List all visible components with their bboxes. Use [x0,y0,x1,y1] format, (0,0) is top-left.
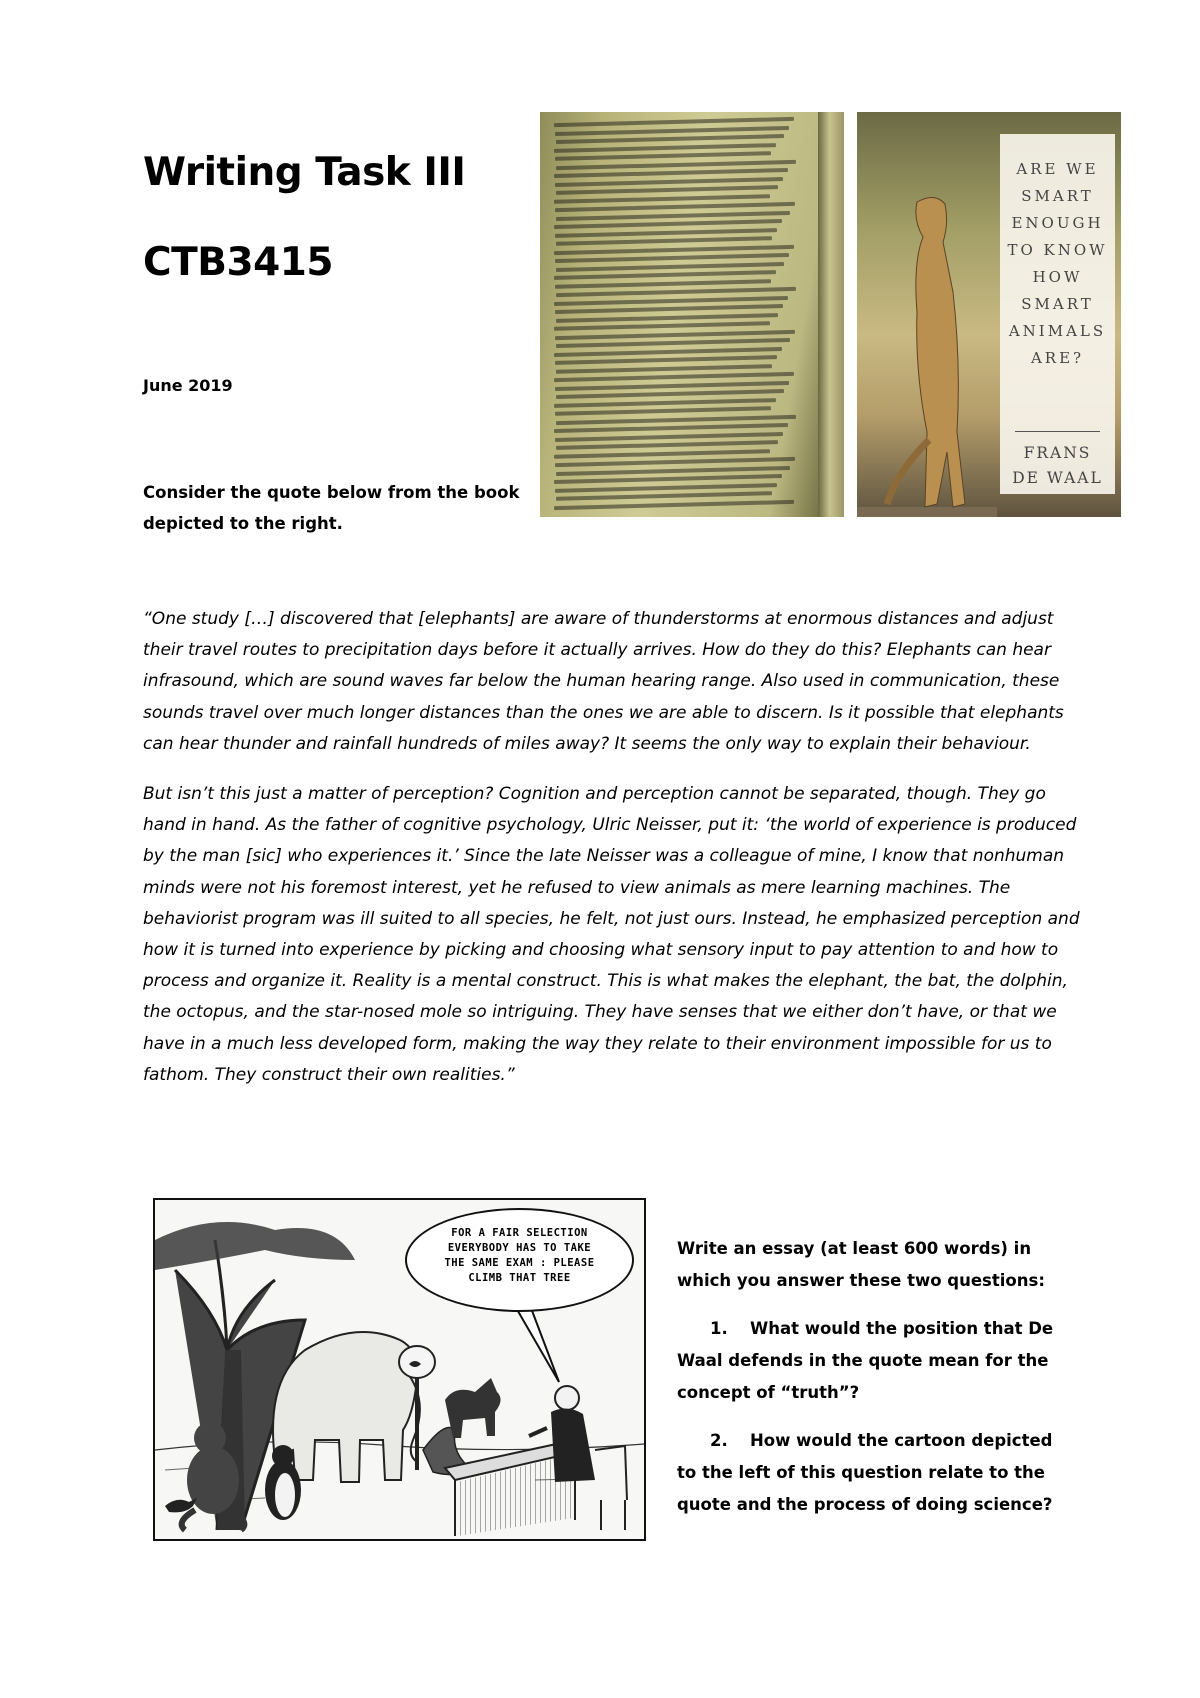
book-text-line [554,499,794,509]
speech-line: THE SAME EXAM : PLEASE [444,1257,595,1269]
speech-bubble [405,1208,634,1312]
book-text-line [554,270,776,280]
quote-paragraph: “One study […] discovered that [elephants] are aware of thunderstorms at enormous distances and adjust their travel routes to precipitation days before it actually arrives. How do they do this? Elephants can hear infrasound, which are sound waves far below the human hearing range. Also used in communication, these sounds travel over much longer distances than the ones we are able to discern. Is it possible that elephants can hear thunder and rainfall hundreds of miles away? It seems the only way to explain their behaviour. [143,609,1064,754]
cover-title-line: ANIMALS [1008,322,1107,340]
date-label: June 2019 [143,376,233,395]
cartoon-image [153,1198,646,1541]
cover-author-line: FRANS [1023,444,1092,462]
cover-title-line: TO KNOW [1007,241,1108,259]
book-text-line [556,236,772,246]
question-text: What would the position that De Waal defends in the quote mean for the concept of “truth”? [677,1319,1054,1402]
book-gutter [818,112,844,517]
quote-paragraph: But isn’t this just a matter of perception? Cognition and perception cannot be separated, though. They go hand in hand. As the father of cognitive psychology, Ulric Neisser, put it: ‘the world of experience is produced by the man [sic] who experiences it.’ Since the late Neisser was a colleague of mine, I know that nonhuman minds were not his foremost interest, yet he refused to view animals as mere learning machines. The behaviorist program was ill suited to all species, he felt, not just ours. Instead, he emphasized perception and how it is turned into experience by picking and choosing what sensory input to pay attention to and how to process and organize it. Reality is a mental construct. This is what makes the elephant, the bat, the dolphin, the octopus, and the star-nosed mole so intriguing. They have senses that we either don’t have, or that we have in a much less developed form, making the way they relate to their environment impossible for us to fathom. They construct their own realities.” [143,784,1080,1085]
speech-line: FOR A FAIR SELECTION [451,1227,588,1239]
cover-title-line: HOW [1032,268,1083,286]
book-text-line [556,491,772,501]
cover-title-line: ENOUGH [1011,214,1104,232]
assignment-block [677,1233,1077,1521]
book-text-line [554,474,782,484]
book-text-line [556,287,796,297]
question-item [677,1425,1077,1521]
book-text-line [556,364,772,374]
speech-line: EVERYBODY HAS TO TAKE [447,1242,592,1254]
book-text-line [554,219,782,229]
book-page-photo [540,112,844,517]
book-text-line [556,389,784,399]
book-text-line [556,440,778,450]
book-text-line [555,151,771,161]
book-text-line [554,449,770,459]
book-cover-image [857,112,1121,517]
book-text-line [555,457,795,467]
book-text-line [554,423,788,433]
book-text-line [555,202,795,212]
cover-title-line: ARE WE [1016,160,1099,178]
question-text: How would the cartoon depicted to the left of this question relate to the quote and the process of doing science? [677,1431,1053,1514]
book-text-line [555,406,771,416]
cover-title-line: SMART [1021,295,1094,313]
speech-bubble-text [407,1226,632,1286]
question-number: 1. [710,1319,728,1338]
book-text-line [554,321,770,331]
cover-title-line: SMART [1021,187,1094,205]
book-text-line [556,134,784,144]
page-title: Writing Task III [143,150,466,195]
book-text-line [554,117,794,127]
book-text-line [555,355,777,365]
book-quote [143,604,1083,1091]
intro-text: Consider the quote below from the book depicted to the right. [143,483,520,533]
course-code: CTB3415 [143,240,333,285]
cover-author-line: DE WAAL [1012,469,1103,487]
book-text-line [554,168,788,178]
book-text-line [555,304,783,314]
cover-title-panel [1000,134,1115,494]
book-text-line [555,253,789,263]
speech-line: CLIMB THAT TREE [468,1272,571,1284]
assignment-intro: Write an essay (at least 600 words) in which you answer these two questions: [677,1239,1045,1290]
question-item [677,1313,1077,1409]
book-text-line [554,194,770,204]
book-text-line [554,372,794,382]
cover-divider [1015,431,1100,432]
book-text-line [556,338,790,348]
book-text-line [556,185,778,195]
question-number: 2. [710,1431,728,1450]
cover-title-line: ARE? [1030,349,1085,367]
book-text-line [555,279,771,289]
